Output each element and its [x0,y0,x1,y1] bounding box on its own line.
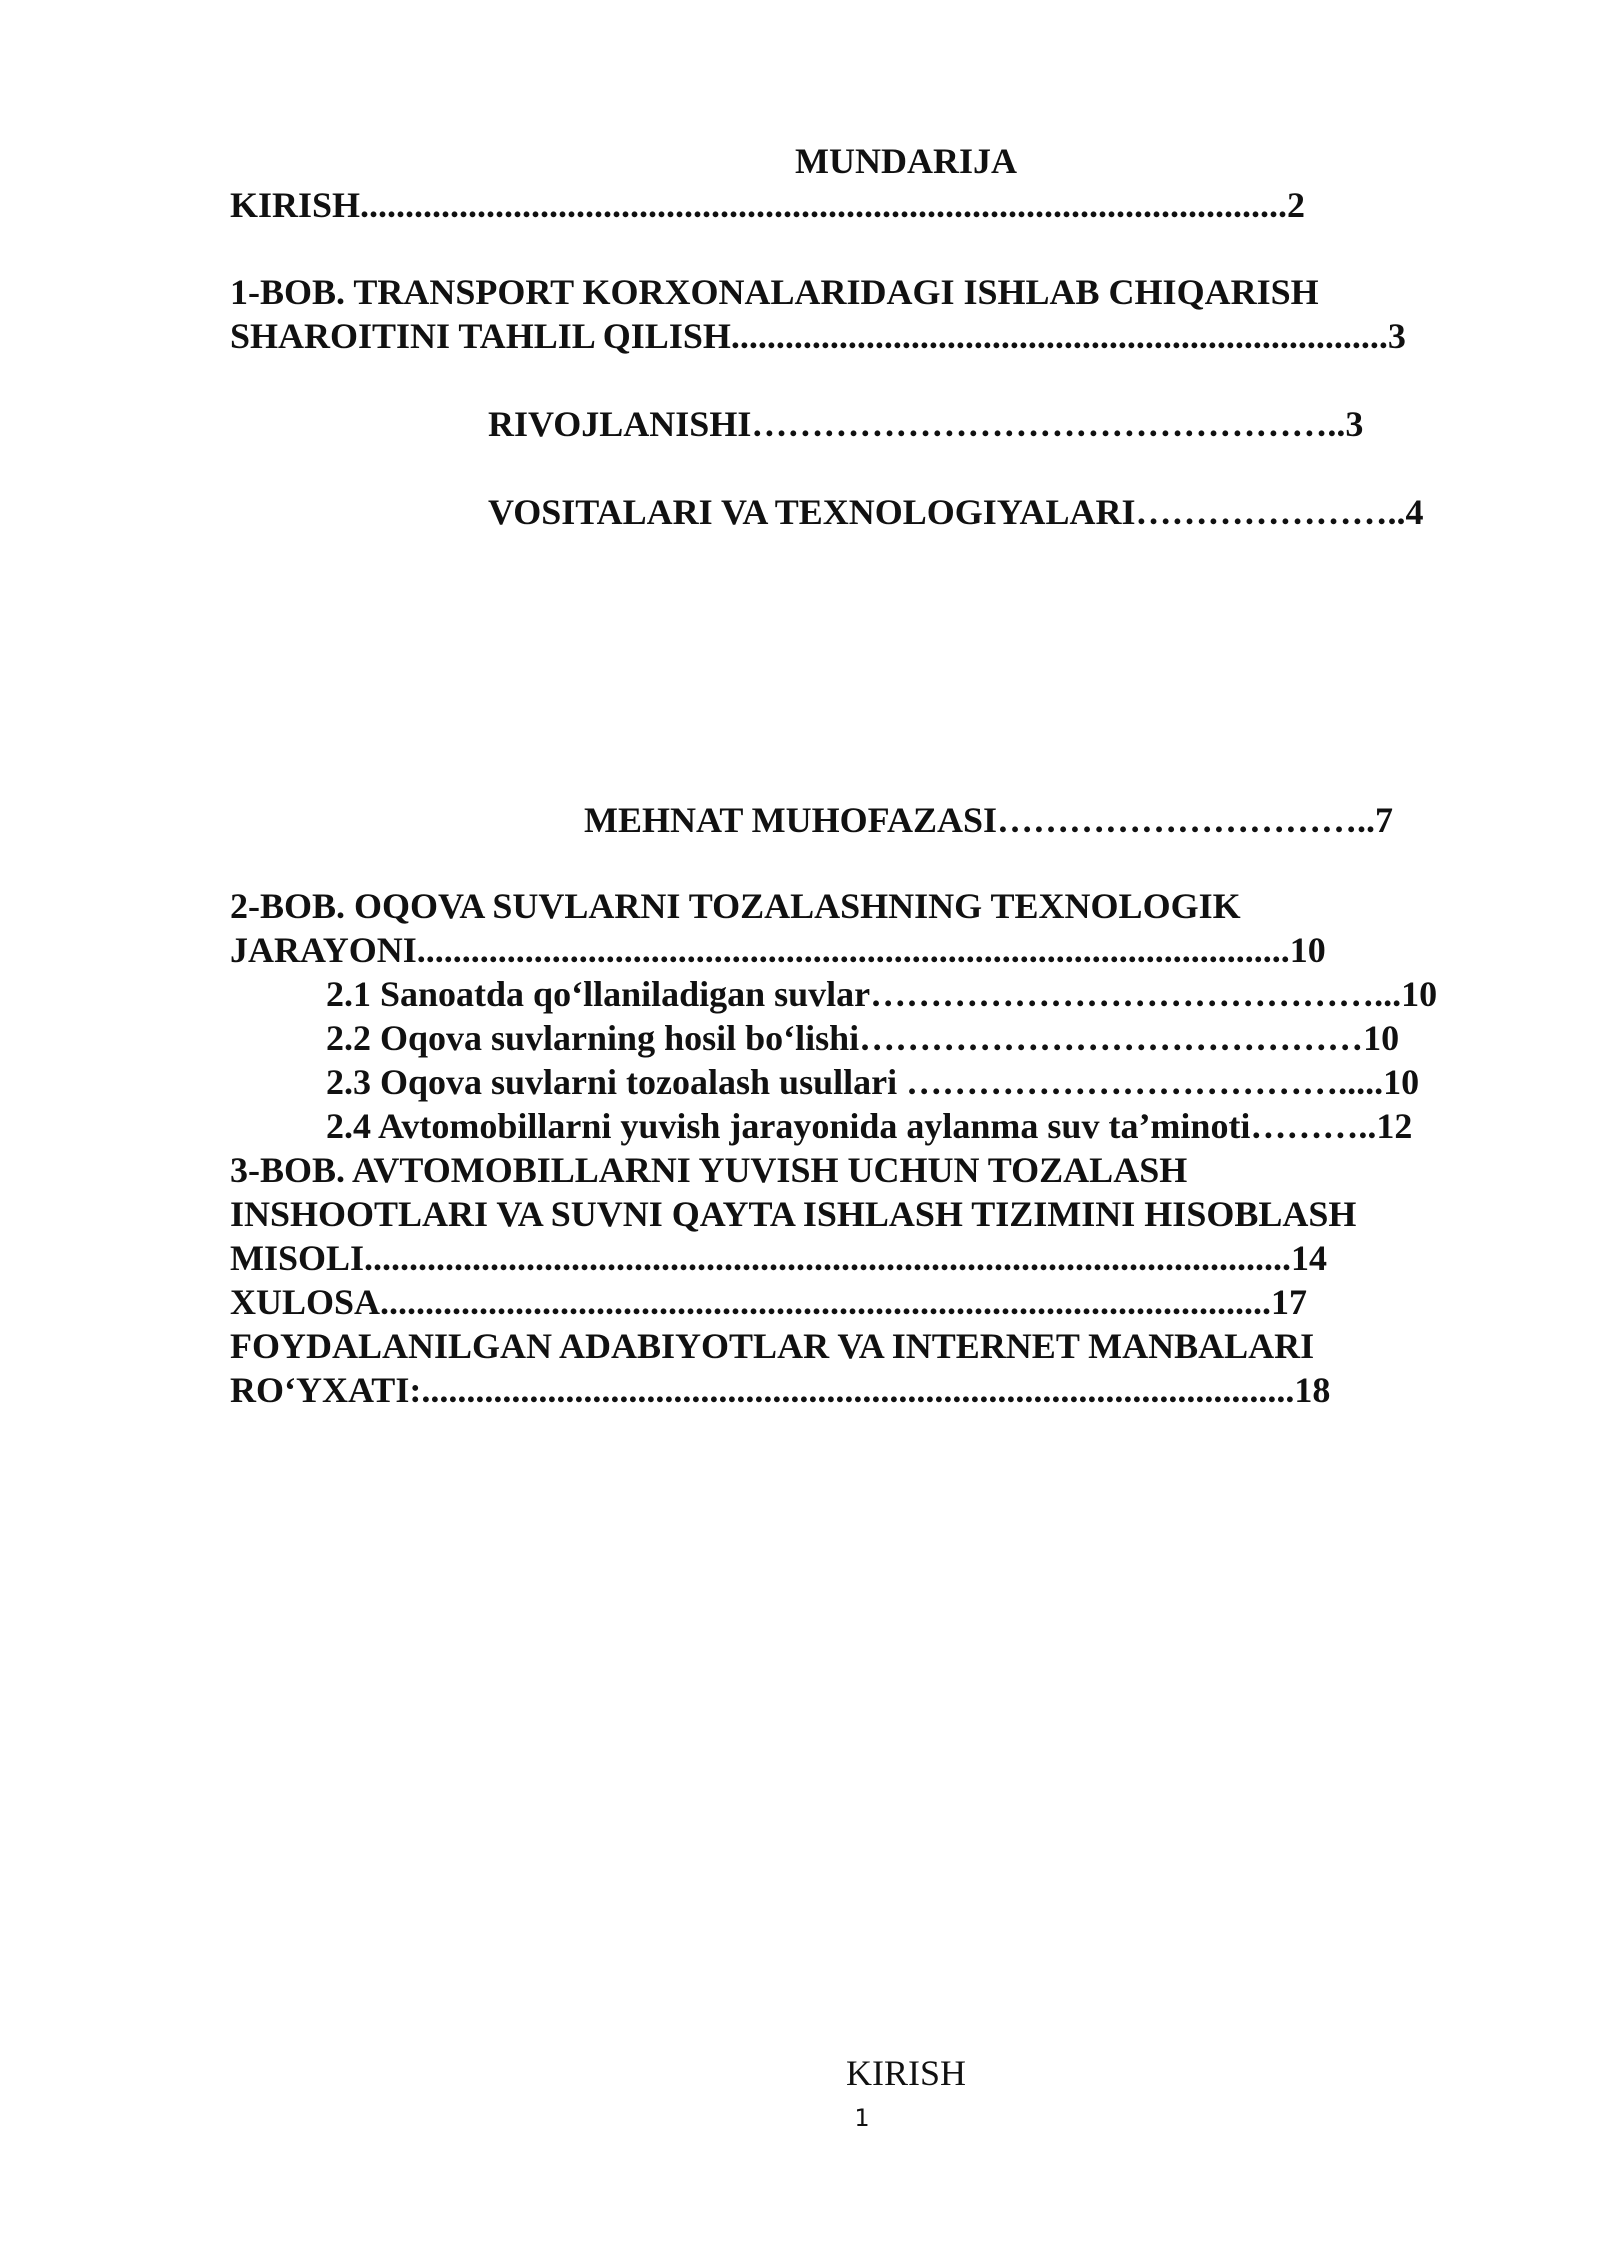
toc-entry-1-2-6-cont: MEHNAT MUHOFAZASI…………………………..7 [584,800,1394,840]
toc-entry-references-line2: ROʻYXATI:.................................................................................................18 [230,1370,1331,1410]
toc-title: MUNDARIJA [795,141,1017,181]
toc-entry-bob3-line3: MISOLI.......................................................................................................14 [230,1238,1328,1278]
toc-entry-2-1: 2.1 Sanoatda qoʻllaniladigan suvlar……………………………………...10 [326,974,1438,1014]
toc-entry-xulosa: XULOSA...................................................................................................17 [230,1282,1308,1322]
toc-entry-1-1-cont: RIVOJLANISHI…………………………………………..3 [488,404,1364,444]
page-number: 1 [854,2104,870,2132]
toc-entry-bob1-line1: 1-BOB. TRANSPORT KORXONALARIDAGI ISHLAB CHIQARISH [230,272,1319,312]
toc-entry-2-2: 2.2 Oqova suvlarning hosil boʻlishi……………………………………10 [326,1018,1400,1058]
toc-entry-2-4: 2.4 Avtomobillarni yuvish jarayonida aylanma suv ta’minoti………..12 [326,1106,1413,1146]
section-heading-kirish: KIRISH [845,2053,966,2093]
toc-entry-kirish: KIRISH.......................................................................................................2 [230,185,1306,225]
toc-entry-bob2-line1: 2-BOB. OQOVA SUVLARNI TOZALASHNING TEXNOLOGIK [230,886,1241,926]
toc-entry-bob3-line1: 3-BOB. AVTOMOBILLARNI YUVISH UCHUN TOZALASH [230,1150,1188,1190]
toc-entry-1-2-cont: VOSITALARI VA TEXNOLOGIYALARI…………………..4 [488,492,1424,532]
toc-entry-bob2-line2: JARAYONI.................................................................................................10 [230,930,1326,970]
toc-entry-bob1-line2: SHAROITINI TAHLIL QILISH.........................................................................3 [230,316,1406,356]
toc-entry-2-3: 2.3 Oqova suvlarni tozoalash usullari ……………………………….....10 [326,1062,1420,1102]
toc-entry-references-line1: FOYDALANILGAN ADABIYOTLAR VA INTERNET MANBALARI [230,1326,1315,1366]
toc-entry-bob3-line2: INSHOOTLARI VA SUVNI QAYTA ISHLASH TIZIMINI HISOBLASH [230,1194,1357,1234]
